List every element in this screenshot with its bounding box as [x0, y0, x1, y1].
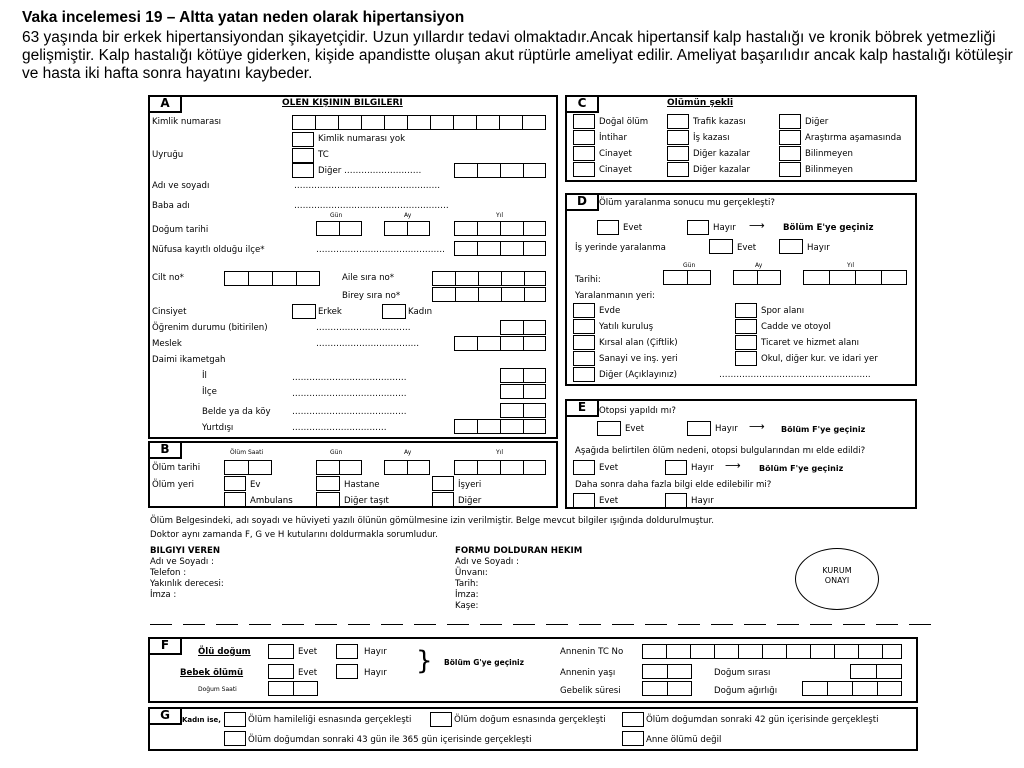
informant-field-label: İmza : — [150, 590, 177, 600]
ilce-dots[interactable]: …………………………………. — [292, 389, 407, 399]
belde-dots[interactable]: …………………………………. — [292, 407, 407, 417]
anne-tc-boxes[interactable] — [642, 644, 902, 659]
separator-dash — [348, 624, 370, 626]
e-goto-2: Bölüm F'ye geçiniz — [759, 464, 844, 473]
c-option-checkbox[interactable] — [667, 146, 689, 161]
isyeri-checkbox[interactable] — [432, 476, 454, 491]
aile-boxes[interactable] — [432, 271, 546, 286]
c-option-checkbox[interactable] — [573, 146, 595, 161]
c-option-checkbox[interactable] — [779, 114, 801, 129]
g-opt5-checkbox[interactable] — [622, 731, 644, 746]
section-c — [565, 95, 917, 182]
separator-dash — [876, 624, 898, 626]
b-gun-label: Gün — [330, 449, 343, 456]
c-option-label: Trafik kazası — [693, 117, 746, 127]
d-place-checkbox[interactable] — [573, 351, 595, 366]
a-ay-label: Ay — [404, 212, 412, 219]
separator-dash — [282, 624, 304, 626]
e-q3-hayir-label: Hayır — [691, 496, 714, 506]
g-opt5-label: Anne ölümü değil — [646, 735, 722, 745]
d-place-label: Kırsal alan (Çiftlik) — [599, 338, 678, 348]
g-opt3-label: Ölüm doğumdan sonraki 42 gün içerisinde gerçekleşti — [646, 715, 879, 725]
separator-dash — [909, 624, 931, 626]
olum-yil-boxes[interactable] — [454, 460, 546, 475]
b-olum-saati-label: Ölüm Saati — [230, 449, 264, 456]
dogum-sirasi-boxes[interactable] — [850, 664, 902, 679]
e-q3-hayir-checkbox[interactable] — [665, 493, 687, 508]
kimlik-yok-checkbox[interactable] — [292, 132, 314, 147]
separator-dash — [381, 624, 403, 626]
separator-dash — [513, 624, 535, 626]
bebek-olumu-label: Bebek ölümü — [180, 668, 244, 678]
b-yil-label: Yıl — [496, 449, 503, 456]
g-opt1-label: Ölüm hamileliği esnasında gerçekleşti — [248, 715, 412, 725]
d-evet-label: Evet — [623, 223, 643, 233]
separator-dash — [744, 624, 766, 626]
d-tarih-yil-boxes[interactable] — [803, 270, 907, 285]
d-place-checkbox[interactable] — [573, 319, 595, 334]
d-place-label: Sanayi ve inş. yeri — [599, 354, 678, 364]
g-opt1-checkbox[interactable] — [224, 712, 246, 727]
dogum-gun-boxes[interactable] — [316, 221, 362, 236]
bebek-olumu-hayir-label: Hayır — [364, 668, 387, 678]
meslek-label: Meslek — [152, 339, 182, 349]
d-gun-label: Gün — [683, 262, 696, 269]
hastane-checkbox[interactable] — [316, 476, 340, 491]
separator-dash — [612, 624, 634, 626]
c-option-label: İş kazası — [693, 133, 730, 143]
section-f-tab: F — [148, 637, 182, 655]
erkek-checkbox[interactable] — [292, 304, 316, 319]
c-option-label: Bilinmeyen — [805, 149, 853, 159]
dogum-ay-boxes[interactable] — [384, 221, 430, 236]
section-c-title: Olümün şekli — [667, 98, 734, 108]
ilce-code-boxes[interactable] — [500, 384, 546, 399]
cinsiyet-label: Cinsiyet — [152, 307, 187, 317]
diger-tasit-checkbox[interactable] — [316, 492, 340, 507]
birey-boxes[interactable] — [432, 287, 546, 302]
isyeri-label: İşyeri — [458, 480, 482, 490]
nufus-dots[interactable]: ……………………………………… — [316, 245, 445, 255]
section-b — [148, 441, 558, 508]
dogum-agirligi-boxes[interactable] — [802, 681, 902, 696]
ogrenim-code-boxes[interactable] — [500, 320, 546, 335]
olu-dogum-label: Ölü doğum — [198, 647, 251, 657]
separator-dash — [249, 624, 271, 626]
d-evet-checkbox[interactable] — [597, 220, 619, 235]
c-option-label: İntihar — [599, 133, 627, 143]
d-place-label: Cadde ve otoyol — [761, 322, 831, 332]
d-place-label: Okul, diğer kur. ve idari yer — [761, 354, 878, 364]
doctor-field-label: Ünvanı: — [455, 568, 488, 578]
f-brace-icon: } — [416, 646, 433, 676]
d-isyeri-evet-label: Evet — [737, 243, 757, 253]
kadin-checkbox[interactable] — [382, 304, 406, 319]
cilt-boxes[interactable] — [224, 271, 320, 286]
e-q1-evet-label: Evet — [625, 424, 645, 434]
ogrenim-dots[interactable]: …………………………… — [316, 323, 411, 333]
d-yil-label: Yıl — [847, 262, 854, 269]
e-q1-hayir-label: Hayır — [715, 424, 738, 434]
doctor-field-label: Kaşe: — [455, 601, 479, 611]
d-place-label: Spor alanı — [761, 306, 805, 316]
cert-line-2: Doktor aynı zamanda F, G ve H kutularını doldurmakla sorumludur. — [150, 530, 438, 540]
b-diger-checkbox[interactable] — [432, 492, 454, 507]
d-place-diger-label: Diğer (Açıklayınız) — [599, 370, 678, 380]
separator-dash — [777, 624, 799, 626]
c-option-label: Doğal ölüm — [599, 117, 649, 127]
olu-dogum-evet-label: Evet — [298, 647, 318, 657]
section-g — [148, 707, 918, 751]
d-place-checkbox[interactable] — [573, 303, 595, 318]
section-f — [148, 637, 918, 703]
d-place-diger-checkbox[interactable] — [573, 367, 595, 382]
g-opt4-checkbox[interactable] — [224, 731, 246, 746]
nufus-code-boxes[interactable] — [454, 241, 546, 256]
belde-code-boxes[interactable] — [500, 403, 546, 418]
a-yil-label: Yıl — [496, 212, 503, 219]
d-place-checkbox[interactable] — [735, 303, 757, 318]
yurtdisi-label: Yurtdışı — [202, 423, 234, 433]
separator-dash — [546, 624, 568, 626]
informant-field-label: Yakınlık derecesi: — [150, 579, 224, 589]
aile-label: Aile sıra no* — [342, 273, 395, 283]
cert-line-1: Ölüm Belgesindeki, adı soyadı ve hüviyeti yazılı ölünün gömülmesine izin verilmiştir. Belge mevcut bilgiler ışığında doldurulmuştur. — [150, 516, 714, 526]
section-e-tab: E — [565, 399, 599, 417]
g-opt2-label: Ölüm doğum esnasında gerçekleşti — [454, 715, 606, 725]
d-arrow-icon: ⟶ — [749, 219, 765, 232]
e-q2-evet-checkbox[interactable] — [573, 460, 595, 475]
c-option-checkbox[interactable] — [573, 162, 595, 177]
separator-dash — [843, 624, 865, 626]
d-isyeri-hayir-label: Hayır — [807, 243, 830, 253]
kadin-label: Kadın — [408, 307, 433, 317]
uyruk-label: Uyruğu — [152, 150, 184, 160]
meslek-dots[interactable]: ……………………………… — [316, 339, 420, 349]
c-option-checkbox[interactable] — [573, 130, 595, 145]
olu-dogum-hayir-checkbox[interactable] — [336, 644, 358, 659]
dogum-agirligi-label: Doğum ağırlığı — [714, 686, 778, 696]
d-tarih-ay-boxes[interactable] — [733, 270, 781, 285]
a-gun-label: Gün — [330, 212, 343, 219]
doctor-field-label: Adı ve Soyadı : — [455, 557, 519, 567]
olu-dogum-evet-checkbox[interactable] — [268, 644, 294, 659]
separator-dash — [414, 624, 436, 626]
gebelik-boxes[interactable] — [642, 681, 692, 696]
c-option-checkbox[interactable] — [573, 114, 595, 129]
olu-dogum-hayir-label: Hayır — [364, 647, 387, 657]
separator-dash — [183, 624, 205, 626]
olum-tarihi-label: Ölüm tarihi — [152, 463, 201, 473]
bebek-olumu-evet-label: Evet — [298, 668, 318, 678]
e-q2-hayir-checkbox[interactable] — [665, 460, 687, 475]
e-q3: Daha sonra daha fazla bilgi elde edilebilir mi? — [575, 480, 772, 490]
gebelik-label: Gebelik süresi — [560, 686, 621, 696]
d-ay-label: Ay — [755, 262, 763, 269]
anne-tc-label: Annenin TC No — [560, 647, 624, 657]
b-diger-label: Diğer — [458, 496, 482, 506]
cilt-label: Cilt no* — [152, 273, 184, 283]
ad-soyad-dots[interactable]: …………………………………………… — [294, 181, 441, 191]
kimlik-label: Kimlik numarası — [152, 117, 222, 127]
g-opt3-checkbox[interactable] — [622, 712, 644, 727]
nufus-label: Nüfusa kayıtlı olduğu ilçe* — [152, 245, 265, 255]
section-a-title: OLEN KIŞININ BILGILERI — [282, 98, 403, 108]
separator-dash — [678, 624, 700, 626]
doctor-field-label: Tarih: — [455, 579, 479, 589]
doctor-title: FORMU DOLDURAN HEKIM — [455, 546, 583, 556]
d-hayir-label: Hayır — [713, 223, 736, 233]
d-place-label: Evde — [599, 306, 621, 316]
erkek-label: Erkek — [318, 307, 342, 317]
il-code-boxes[interactable] — [500, 368, 546, 383]
d-place-checkbox[interactable] — [735, 319, 757, 334]
kurum-onayi-label: KURUM ONAYI — [822, 566, 852, 585]
baba-label: Baba adı — [152, 201, 190, 211]
c-option-checkbox[interactable] — [667, 162, 689, 177]
separator-dash — [216, 624, 238, 626]
separator-dash — [711, 624, 733, 626]
e-q1-hayir-checkbox[interactable] — [687, 421, 711, 436]
il-label: İl — [202, 371, 207, 381]
separator-dash — [315, 624, 337, 626]
c-option-label: Cinayet — [599, 149, 632, 159]
d-isyeri-label: İş yerinde yaralanma — [575, 243, 666, 253]
c-option-label: Diğer kazalar — [693, 149, 751, 159]
yurtdisi-code-boxes[interactable] — [454, 419, 546, 434]
c-option-label: Diğer kazalar — [693, 165, 751, 175]
ad-soyad-label: Adı ve soyadı — [152, 181, 210, 191]
e-q2-evet-label: Evet — [599, 463, 619, 473]
yurtdisi-dots[interactable]: …………………………… — [292, 423, 387, 433]
uyruk-code-boxes[interactable] — [454, 163, 546, 178]
tc-label: TC — [318, 150, 329, 160]
d-yer-label: Yaralanmanın yeri: — [575, 291, 656, 301]
separator-dash — [579, 624, 601, 626]
anne-yas-label: Annenin yaşı — [560, 668, 616, 678]
section-g-tab: G — [148, 707, 182, 725]
section-d — [565, 193, 917, 386]
e-q2-hayir-label: Hayır — [691, 463, 714, 473]
olum-ay-boxes[interactable] — [384, 460, 430, 475]
e-q1: Otopsi yapıldı mı? — [599, 406, 676, 416]
baba-dots[interactable]: ……………………………………………… — [294, 201, 449, 211]
d-place-checkbox[interactable] — [735, 335, 757, 350]
c-option-label: Araştırma aşamasında — [805, 133, 902, 143]
dogum-yil-boxes[interactable] — [454, 221, 546, 236]
separator-dash — [150, 624, 172, 626]
kadin-ise-label: Kadın ise, — [182, 716, 221, 724]
c-option-checkbox[interactable] — [779, 146, 801, 161]
case-description: 63 yaşında bir erkek hipertansiyondan şikayetçidir. Uzun yıllardır tedavi olmaktadır.Ancak hipertansif kalp hastalığı ve kronik böbrek yetmezliği gelişmiştir. Kalp hastalığı kötüye giderken, kişide apandistte oluşan akut rüptürle ameliyat edilir. Ameliyat başarılıdır ancak kalp hastalığı kötüleşir ve hasta iki hafta sonra hayatını kaybeder. — [22, 29, 1013, 82]
separator-dash — [480, 624, 502, 626]
kimlik-yok-label: Kimlik numarası yok — [318, 134, 406, 144]
e-arrow-icon: ⟶ — [749, 420, 765, 433]
c-option-checkbox[interactable] — [779, 162, 801, 177]
ambulans-checkbox[interactable] — [224, 492, 246, 507]
section-b-tab: B — [148, 441, 182, 459]
ilce-label: İlçe — [202, 387, 217, 397]
section-a-tab: A — [148, 95, 182, 113]
c-option-checkbox[interactable] — [779, 130, 801, 145]
olum-gun-boxes[interactable] — [316, 460, 362, 475]
d-goto-label: Bölüm E'ye geçiniz — [783, 223, 874, 233]
uyruk-diger-label: Diğer ……………………… — [318, 166, 422, 176]
c-option-checkbox[interactable] — [667, 114, 689, 129]
ambulans-label: Ambulans — [250, 496, 293, 506]
c-option-checkbox[interactable] — [667, 130, 689, 145]
c-option-label: Bilinmeyen — [805, 165, 853, 175]
e-arrow-icon-2: ⟶ — [725, 459, 741, 472]
c-option-label: Diğer — [805, 117, 829, 127]
case-title: Vaka incelemesi 19 – Altta yatan neden olarak hipertansiyon — [22, 9, 465, 26]
uyruk-diger-checkbox[interactable] — [292, 163, 314, 178]
e-q2: Aşağıda belirtilen ölüm nedeni, otopsi bulgularından mı elde edildi? — [575, 446, 866, 456]
d-tarih-label: Tarihi: — [575, 275, 601, 285]
e-q3-evet-checkbox[interactable] — [573, 493, 595, 508]
anne-yas-boxes[interactable] — [642, 664, 692, 679]
dogum-saati-label: Doğum Saati — [198, 686, 237, 693]
bebek-olumu-evet-checkbox[interactable] — [268, 664, 294, 679]
d-place-label: Ticaret ve hizmet alanı — [761, 338, 860, 348]
d-place-checkbox[interactable] — [573, 335, 595, 350]
separator-dash — [645, 624, 667, 626]
olum-saati-boxes[interactable] — [224, 460, 272, 475]
e-q1-evet-checkbox[interactable] — [597, 421, 621, 436]
ev-label: Ev — [250, 480, 261, 490]
separator-dash — [810, 624, 832, 626]
dogum-saati-boxes[interactable] — [268, 681, 318, 696]
section-a — [148, 95, 558, 439]
doctor-field-label: İmza: — [455, 590, 479, 600]
dogum-label: Doğum tarihi — [152, 225, 209, 235]
c-option-label: Cinayet — [599, 165, 632, 175]
section-c-tab: C — [565, 95, 599, 113]
g-opt4-label: Ölüm doğumdan sonraki 43 gün ile 365 gün içerisinde gerçekleşti — [248, 735, 532, 745]
d-hayir-checkbox[interactable] — [687, 220, 709, 235]
e-q3-evet-label: Evet — [599, 496, 619, 506]
hastane-label: Hastane — [344, 480, 380, 490]
olum-yeri-label: Ölüm yeri — [152, 480, 194, 490]
ev-checkbox[interactable] — [224, 476, 246, 491]
d-place-diger-dots[interactable]: …………………………………………….. — [719, 370, 871, 380]
informant-field-label: Telefon : — [150, 568, 187, 578]
section-d-tab: D — [565, 193, 599, 211]
meslek-code-boxes[interactable] — [454, 336, 546, 351]
d-tarih-gun-boxes[interactable] — [663, 270, 711, 285]
d-q1: Ölüm yaralanma sonucu mu gerçekleşti? — [599, 198, 775, 208]
birey-label: Birey sıra no* — [342, 291, 401, 301]
daimi-label: Daimi ikametgah — [152, 355, 226, 365]
d-isyeri-evet-checkbox[interactable] — [709, 239, 733, 254]
ogrenim-label: Öğrenim durumu (bitirilen) — [152, 323, 268, 333]
d-isyeri-hayir-checkbox[interactable] — [779, 239, 803, 254]
diger-tasit-label: Diğer taşıt — [344, 496, 389, 506]
kurum-onayi-stamp — [795, 548, 879, 610]
section-e — [565, 399, 917, 509]
d-place-label: Yatılı kuruluş — [599, 322, 654, 332]
g-opt2-checkbox[interactable] — [430, 712, 452, 727]
tc-checkbox[interactable] — [292, 148, 314, 163]
bebek-olumu-hayir-checkbox[interactable] — [336, 664, 358, 679]
e-goto-1: Bölüm F'ye geçiniz — [781, 425, 866, 434]
f-goto-label: Bölüm G'ye geçiniz — [444, 658, 524, 667]
b-ay-label: Ay — [404, 449, 412, 456]
dogum-sirasi-label: Doğum sırası — [714, 668, 771, 678]
belde-label: Belde ya da köy — [202, 407, 271, 417]
informant-title: BILGIYI VEREN — [150, 546, 221, 556]
informant-field-label: Adı ve Soyadı : — [150, 557, 214, 567]
d-place-checkbox[interactable] — [735, 351, 757, 366]
separator-dash — [447, 624, 469, 626]
kimlik-number-boxes[interactable] — [292, 115, 546, 130]
il-dots[interactable]: …………………………………. — [292, 373, 407, 383]
